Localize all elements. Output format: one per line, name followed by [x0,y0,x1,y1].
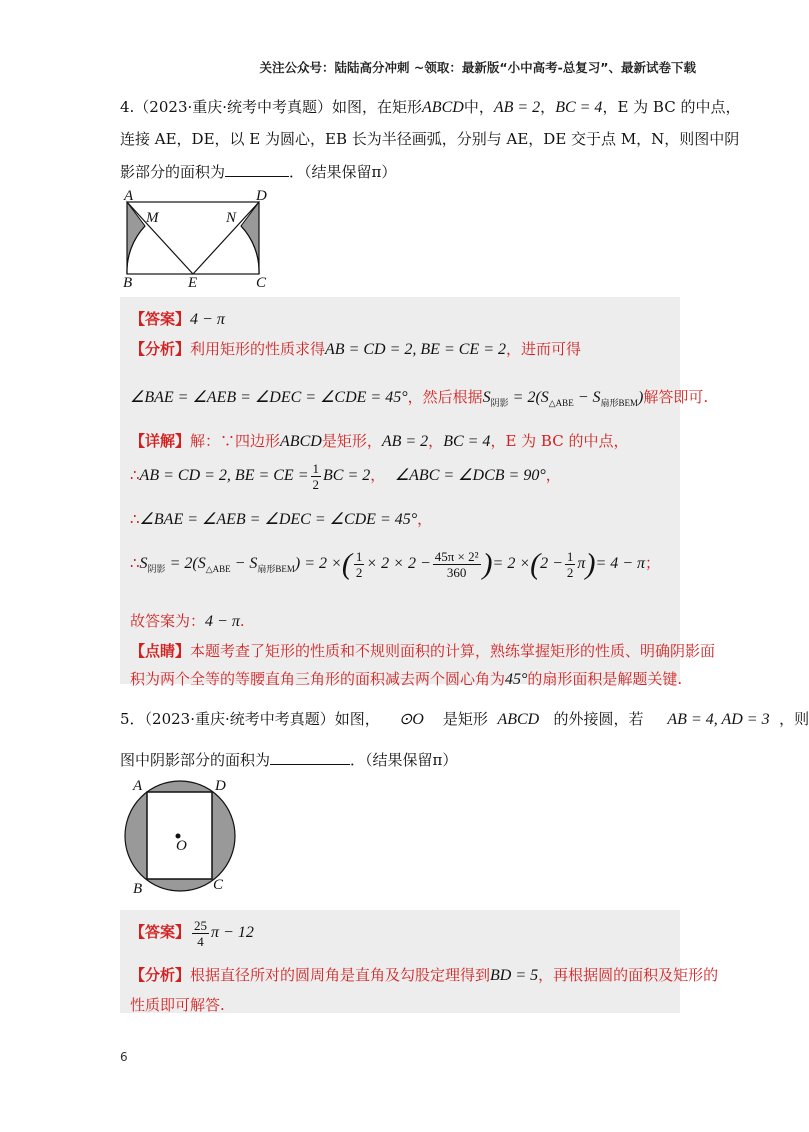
q4-label-e: E [188,275,198,291]
q5-rect-name: ABCD [497,711,540,728]
q4-detail-line-1 [130,430,628,451]
formula-part: = 2(S [508,389,549,406]
fraction-half [311,461,322,492]
q4-detail-line-2 [130,458,561,493]
detail-math: ∠BAE = ∠AEB = ∠DEC = ∠CDE = 45° [139,511,418,528]
q4-answer [130,308,225,329]
q4-text: ．（结果保留π） [289,163,397,181]
q5-label-d: D [215,778,226,794]
analysis-math: AB = CD = 2, BE = CE = 2 [325,341,506,358]
q4-text: ， [540,98,556,116]
detail-tag: 【详解】 [130,432,191,450]
conclusion-value: 4 − π [205,613,240,630]
answer-tag: 【答案】 [130,923,191,941]
q5-line-2 [120,752,457,768]
q4-comment-line-1 [130,640,715,661]
q5-label-b: B [133,881,143,897]
page-header: 关注公众号：陆陆高分冲刺 ~领取：最新版“小中高考-总复习”、最新试卷下载 [259,60,696,75]
q5-line-1 [120,712,809,728]
formula-sub: △ABE [548,398,574,409]
analysis-math: BD = 5 [490,967,539,984]
detail-math: BC = 4 [443,433,491,450]
fraction-denominator: 4 [197,933,204,949]
q4-conclusion [130,610,245,631]
q5-answer-blank [270,752,350,765]
fraction-numerator: 25 [194,917,208,933]
formula-part: π [577,555,586,572]
comment-text: 的扇形面积是解题关键. [527,670,683,688]
q4-comment-line-2 [130,668,682,689]
q5-text: 是矩形 [442,710,488,728]
q4-figure [118,188,278,291]
analysis-formula [482,389,644,409]
q5-condition: AB = 4, AD = 3 [667,711,770,728]
q5-answer-value: π − 12 [211,924,254,941]
detail-text: ， [428,432,444,450]
comment-text: 本题考查了矩形的性质和不规则面积的计算，熟练掌握矩形的性质、明确阴影面 [190,642,716,660]
page-number: 6 [120,1050,128,1064]
formula-part: 2 − [540,555,563,572]
q4-answer-value: 4 − π [190,311,225,328]
formula-s: S [482,389,491,406]
analysis-math: ∠BAE = ∠AEB = ∠DEC = ∠CDE = 45° [130,389,408,406]
q4-label-m: M [146,210,159,226]
analysis-text: ，然后根据 [407,388,483,406]
formula-sub: 扇形BEM [600,398,638,409]
answer-tag: 【答案】 [130,310,191,328]
formula-sub: 扇形BEM [257,564,295,575]
q5-text: 5．（2023·重庆·统考中考真题）如图， [120,710,380,728]
q4-detail-line-3 [130,508,432,529]
formula-part: = 2 × [492,555,531,572]
detail-math: AB = CD = 2, BE = CE = [139,467,309,484]
comment-math: 45° [505,671,528,688]
analysis-text: 解答即可. [643,388,709,406]
conclusion-text: 故答案为： [130,612,206,630]
q5-figure [118,774,248,896]
answer-fraction [192,918,209,949]
q4-label-c: C [256,275,267,291]
q4-text: 影部分的面积为 [120,163,226,181]
detail-math: ABCD [280,433,322,450]
analysis-text: ，进而可得 [505,340,581,358]
formula-part: ) = 2 × [294,555,342,572]
fraction-numerator: 1 [312,460,319,476]
q4-label-a: A [124,188,134,204]
comment-tag: 【点睛】 [130,642,191,660]
q4-line-3 [120,164,396,180]
q4-line-2: 连接 AE，DE，以 E 为圆心，EB 长为半径画弧，分别与 AE，DE 交于点 M，N，则图中阴 [120,130,740,148]
q4-label-b: B [123,275,133,291]
fraction-numerator: 45π × 2² [434,548,479,564]
fraction-half [565,549,576,580]
detail-text: 解：∵四边形 [190,432,281,450]
therefore-symbol: ∴ [130,510,140,528]
q5-circle-name: ⊙O [398,711,424,728]
detail-text: ，E 为 BC 的中点， [490,432,629,450]
fraction-denominator: 2 [312,476,319,492]
fraction-numerator: 1 [566,548,574,564]
formula-s: S [139,555,148,572]
q4-text: 4.（2023·重庆·统考中考真题）如图，在矩形 [120,98,423,116]
q5-label-o: O [176,838,187,854]
detail-text: ， [545,466,561,484]
q5-label-a: A [133,778,143,794]
detail-text: ， [370,466,386,484]
fraction-half [354,549,365,580]
fraction-denominator: 2 [355,564,363,580]
q5-text: 图中阴影部分的面积为 [120,751,271,769]
detail-math: BC = 2 [323,467,371,484]
conclusion-text: . [239,612,245,630]
q5-analysis-line-2: 性质即可解答. [130,996,225,1014]
formula-sub: △ABE [205,564,231,575]
fraction-sector [433,549,481,580]
analysis-text: 利用矩形的性质求得 [190,340,326,358]
q4-segment-ae [127,202,193,274]
detail-formula [139,547,646,581]
comment-text: 积为两个全等的等腰直角三角形的面积减去两个圆心角为 [130,670,506,688]
formula-part: ) [638,389,644,406]
analysis-tag: 【分析】 [130,340,191,358]
q5-text: 的外接圆，若 [553,710,644,728]
q4-rect-name: ABCD [422,99,464,116]
therefore-symbol: ∴ [130,466,140,484]
q4-analysis-line-1 [130,338,581,359]
q4-label-d: D [256,188,267,204]
formula-part: = 2(S [165,555,206,572]
q4-bc: BC = 4 [555,99,603,116]
formula-part: × 2 × 2 − [366,555,431,572]
analysis-text: 根据直径所对的圆周角是直角及勾股定理得到 [190,966,491,984]
formula-sub: 阴影 [490,398,509,409]
therefore-symbol: ∴ [130,554,140,572]
fraction-denominator: 2 [566,564,574,580]
q4-text: ，E 为 BC 的中点， [602,98,741,116]
detail-text: 是矩形， [321,432,382,450]
q4-answer-blank [225,164,289,177]
right-paren: ) [482,547,493,581]
right-paren: ) [585,547,596,581]
fraction-denominator: 360 [446,564,467,580]
formula-part: = 4 − π [595,555,646,572]
left-paren: ( [530,547,541,581]
q4-ab: AB = 2 [493,99,541,116]
q5-text: ，则 [779,710,809,728]
formula-part: − S [573,389,601,406]
formula-part: − S [230,555,258,572]
q5-text: ．（结果保留π） [350,751,458,769]
left-paren: ( [341,547,352,581]
q4-detail-line-4 [130,538,660,594]
q4-line-1 [120,100,740,116]
q5-answer [130,914,254,951]
detail-text: ； [645,554,661,572]
q4-label-n: N [226,210,237,226]
q4-analysis-line-2 [130,386,708,409]
formula-sub: 阴影 [147,564,166,575]
q5-label-c: C [213,877,224,893]
fraction-numerator: 1 [355,548,363,564]
analysis-text: ，再根据圆的面积及矩形的 [538,966,719,984]
q5-analysis-line-1 [130,964,718,985]
detail-math: ∠ABC = ∠DCB = 90° [394,467,546,484]
detail-text: ， [417,510,433,528]
q4-text: 中， [463,98,494,116]
detail-math: AB = 2 [381,433,429,450]
analysis-tag: 【分析】 [130,966,191,984]
